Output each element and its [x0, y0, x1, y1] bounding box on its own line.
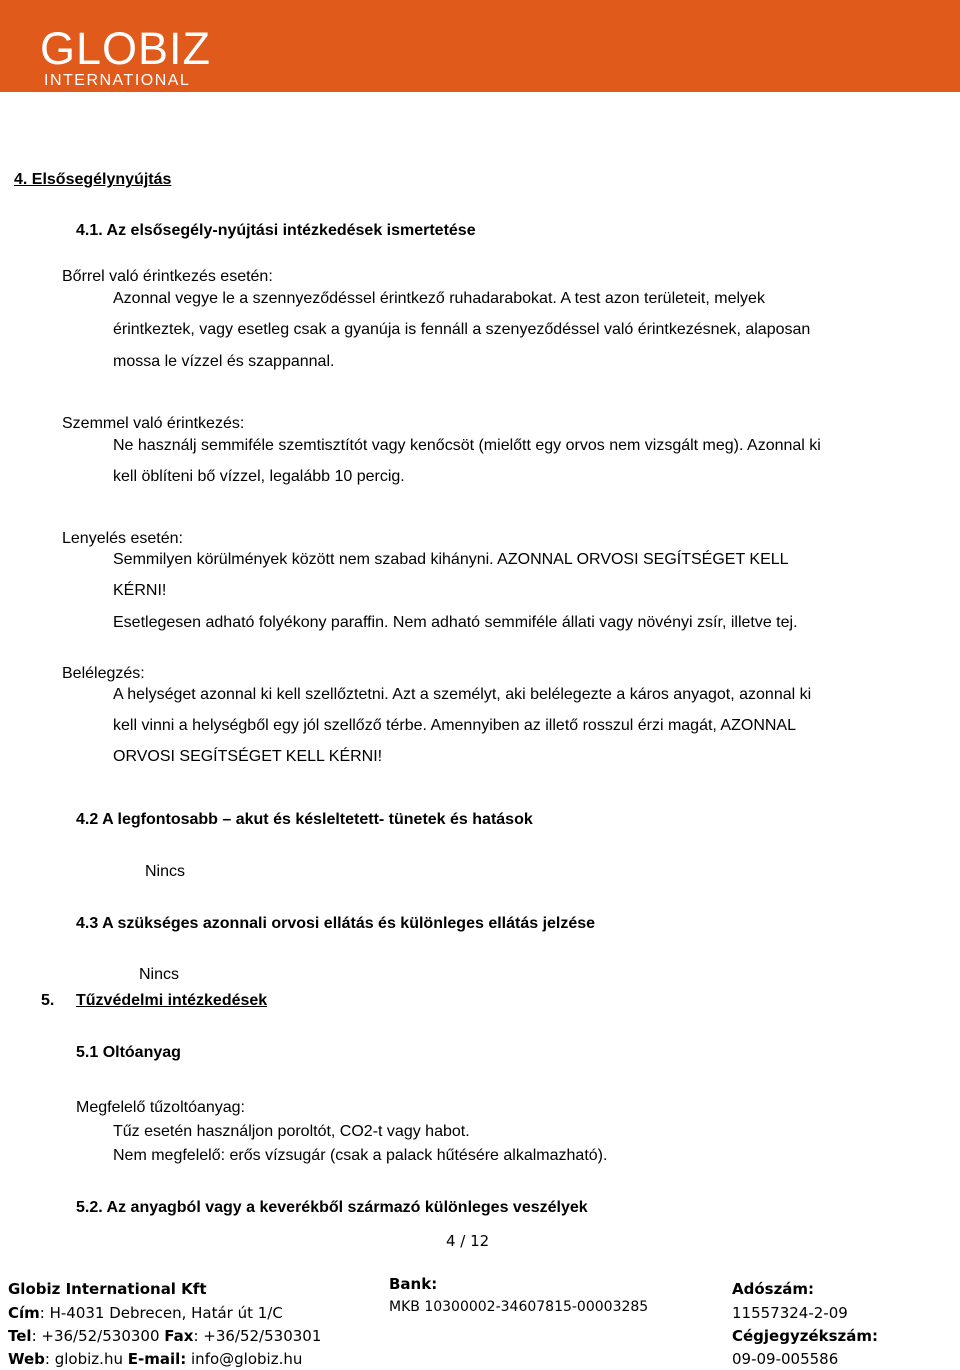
skin-contact-line: mossa le vízzel és szappannal. — [113, 353, 335, 370]
ingestion-label: Lenyelés esetén: — [62, 530, 183, 547]
footer-email-label: E-mail: — [127, 1350, 187, 1368]
section-4-1-title: 4.1. Az elsősegély-nyújtási intézkedések ismertetése — [76, 222, 476, 239]
footer-address-value: : H-4031 Debrecen, Határ út 1/C — [39, 1304, 283, 1322]
extinguisher-line: Tűz esetén használjon poroltót, CO2-t vagy habot. — [113, 1123, 470, 1140]
footer-registration-label: Cégjegyzékszám: — [732, 1327, 879, 1345]
eye-contact-line: Ne használj semmiféle szemtisztítót vagy kenőcsöt (mielőtt egy orvos nem vizsgált meg). Azonnal ki — [113, 437, 821, 454]
section-5-1-title: 5.1 Oltóanyag — [76, 1044, 181, 1061]
footer-web-value[interactable]: : globiz.hu — [44, 1350, 128, 1368]
footer-address-label: Cím — [8, 1304, 40, 1322]
footer-email-value[interactable]: info@globiz.hu — [186, 1350, 303, 1368]
inhalation-line: kell vinni a helységből egy jól szellőző térbe. Amennyiben az illető rosszul érzi magát, AZONNAL — [113, 717, 796, 734]
ingestion-line: KÉRNI! — [113, 582, 167, 599]
skin-contact-line: Azonnal vegye le a szennyeződéssel érintkező ruhadarabokat. A test azon területeit, melyek — [113, 290, 765, 307]
skin-contact-line: érintkeztek, vagy esetleg csak a gyanúja is fennáll a szenyeződéssel való érintkezésnek, alaposan — [113, 321, 811, 338]
footer-tel-label: Tel — [8, 1327, 32, 1345]
company-logo: GLOBIZ — [40, 23, 212, 74]
section-4-3-title: 4.3 A szükséges azonnali orvosi ellátás és különleges ellátás jelzése — [76, 915, 596, 932]
footer-bank-label: Bank: — [389, 1275, 438, 1293]
eye-contact-line: kell öblíteni bő vízzel, legalább 10 percig. — [113, 468, 405, 485]
footer-address — [8, 1304, 283, 1322]
section-4-title: 4. Elsősegélynyújtás — [14, 171, 172, 188]
section-4-2-value: Nincs — [145, 863, 186, 880]
eye-contact-label: Szemmel való érintkezés: — [62, 415, 245, 432]
footer-bank-value: MKB 10300002-34607815-00003285 — [389, 1299, 649, 1315]
section-5-title: Tűzvédelmi intézkedések — [76, 992, 268, 1009]
footer-web-email — [8, 1350, 302, 1368]
footer-tax-label: Adószám: — [732, 1280, 815, 1298]
footer-fax-label: Fax — [164, 1327, 194, 1345]
ingestion-line: Esetlegesen adható folyékony paraffin. Nem adható semmiféle állati vagy növényi zsír, illetve tej. — [113, 614, 798, 631]
footer-company-name: Globiz International Kft — [8, 1280, 207, 1298]
page-number: 4 / 12 — [446, 1232, 490, 1250]
footer-registration-value: 09-09-005586 — [732, 1350, 839, 1368]
footer-tel-value: : +36/52/530300 — [31, 1327, 165, 1345]
extinguisher-line: Nem megfelelő: erős vízsugár (csak a palack hűtésére alkalmazható). — [113, 1147, 608, 1164]
ingestion-line: Semmilyen körülmények között nem szabad kihányni. AZONNAL ORVOSI SEGÍTSÉGET KELL — [113, 551, 789, 568]
footer-fax-value: : +36/52/530301 — [193, 1327, 322, 1345]
section-4-2-title: 4.2 A legfontosabb – akut és késleltetett- tünetek és hatások — [76, 811, 533, 828]
header-band — [0, 0, 960, 92]
section-5-2-title: 5.2. Az anyagból vagy a keverékből származó különleges veszélyek — [76, 1199, 588, 1216]
inhalation-line: ORVOSI SEGÍTSÉGET KELL KÉRNI! — [113, 748, 383, 765]
inhalation-line: A helységet azonnal ki kell szellőztetni. Azt a személyt, aki belélegezte a káros anyagot, azonnal ki — [113, 686, 812, 703]
footer-web-label: Web — [8, 1350, 45, 1368]
skin-contact-label: Bőrrel való érintkezés esetén: — [62, 268, 273, 285]
inhalation-label: Belélegzés: — [62, 665, 145, 682]
company-logo-subtitle: INTERNATIONAL — [44, 72, 191, 89]
section-5-number: 5. — [41, 992, 55, 1009]
footer-phone-fax — [8, 1327, 321, 1345]
section-4-3-value: Nincs — [139, 966, 180, 983]
suitable-extinguisher-label: Megfelelő tűzoltóanyag: — [76, 1099, 245, 1116]
footer-tax-value: 11557324-2-09 — [732, 1304, 848, 1322]
